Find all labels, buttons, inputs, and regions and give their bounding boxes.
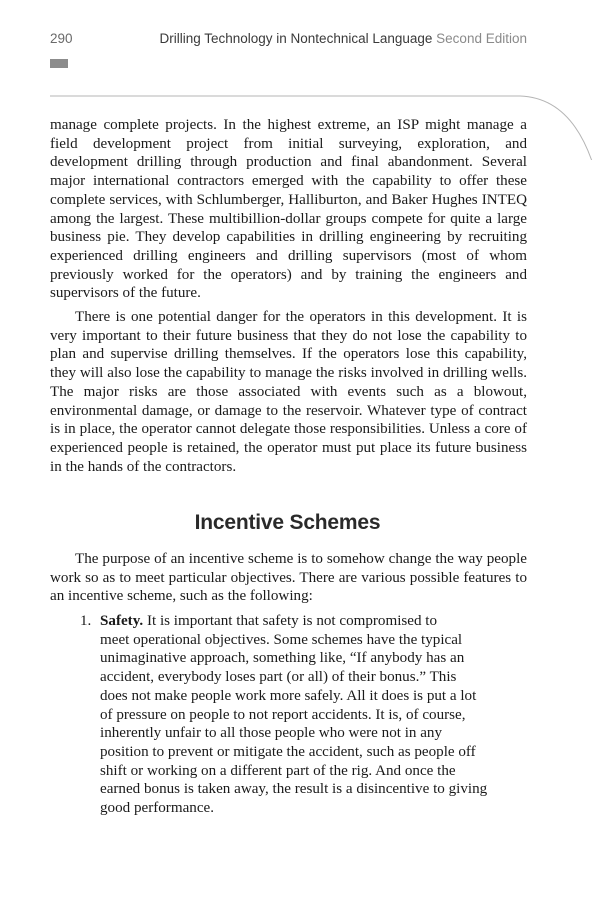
book-title: Drilling Technology in Nontechnical Language [159,31,433,46]
list-line: unimaginative approach, something like, “If anybody has an [100,650,465,667]
page-number: 290 [50,31,73,46]
section-intro [50,550,527,606]
list-line: does not make people work more safely. All it does is put a lot [100,687,477,704]
list-line: It is important that safety is not compromised to [143,613,438,629]
body-text [50,116,527,476]
paragraph: The purpose of an incentive scheme is to somehow change the way people work so as to meet particular objectives. There are various possible features to an incentive scheme, such as the following: [50,551,527,605]
paragraph: There is one potential danger for the operators in this development. It is very important to their future business that they do not lose the capability to plan and supervise drilling themselves. If the operators lose this capability, they will also lose the capability to manage the risks involved in drilling wells. The major risks are those associated with events such as a blowout, environmental damage, or damage to the reservoir. Whatever type of contract is in place, the operator cannot delegate those responsibilities. Unless a core of experienced people is retained, the operator must put place its future business in the hands of the contractors. [50,309,527,475]
list-line: meet operational objectives. Some schemes have the typical [100,631,463,648]
list-number: 1. [80,613,92,629]
list-line: shift or working on a different part of the rig. And once the [100,762,456,779]
numbered-list [80,612,530,818]
list-line: good performance. [100,800,214,817]
list-item [80,612,530,818]
list-line: earned bonus is taken away, the result is a disincentive to giving [100,781,488,798]
section-heading: Incentive Schemes [194,511,381,534]
list-line: inherently unfair to all those people who were not in any [100,725,443,742]
list-item-text [100,612,530,818]
list-line: position to prevent or mitigate the accident, such as people off [100,743,476,760]
list-line: accident, everybody loses part (or all) of their bonus.” This [100,669,457,686]
edition-label: Second Edition [436,31,527,46]
paragraph: manage complete projects. In the highest extreme, an ISP might manage a field development project from initial surveying, exploration, and development drilling through production and final abandonment. Several major international contractors emerged with the capability to offer these complete services, with Schlumberger, Halliburton, and Baker Hughes INTEQ among the largest. These multibillion-dollar groups compete for quite a large business pie. They develop capabilities in drilling engineering by recruiting experienced drilling engineers and drilling supervisors (most of whom previously worked for the operators) and by training the engineers and supervisors of the future. [50,117,527,302]
list-line: of pressure on people to not report accidents. It is, of course, [100,706,466,723]
list-item-term: Safety. [100,613,144,629]
